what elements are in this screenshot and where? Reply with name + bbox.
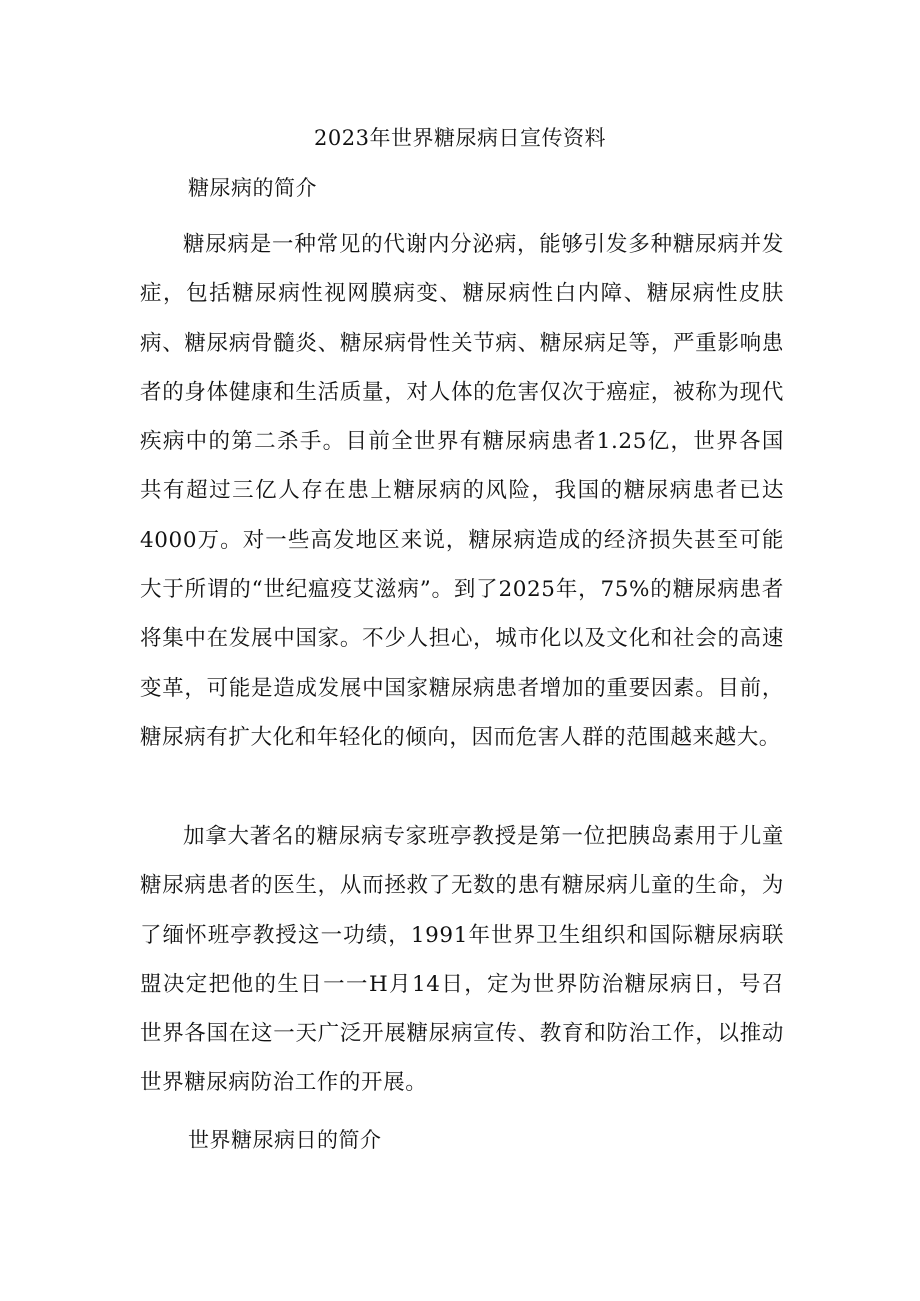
section-heading-diabetes-intro: 糖尿病的简介 (188, 176, 317, 200)
page-title: 2023年世界糖尿病日宣传资料 (314, 126, 606, 150)
paragraph-diabetes-intro: 糖尿病是一种常见的代谢内分泌病，能够引发多种糖尿病并发症，包括糖尿病性视网膜病变、糖尿病性白内障、糖尿病性皮肤病、糖尿病骨髓炎、糖尿病骨性关节病、糖尿病足等，严重影响患者的身体健康和生活质量，对人体的危害仅次于癌症，被称为现代疾病中的第二杀手。目前全世界有糖尿病患者1.25亿，世界各国共有超过三亿人存在患上糖尿病的风险，我国的糖尿病患者已达4000万。对一些高发地区来说，糖尿病造成的经济损失甚至可能大于所谓的“世纪瘟疫艾滋病”。到了2025年，75%的糖尿病患者将集中在发展中国家。不少人担心，城市化以及文化和社会的高速变革，可能是造成发展中国家糖尿病患者增加的重要因素。目前，糖尿病有扩大化和年轻化的倾向，因而危害人群的范围越来越大。 (140, 232, 784, 750)
paragraph-banting-history: 加拿大著名的糖尿病专家班亭教授是第一位把胰岛素用于儿童糖尿病患者的医生，从而拯救了无数的患有糖尿病儿童的生命，为了缅怀班亭教授这一功绩，1991年世界卫生组织和国际糖尿病联盟决定把他的生日一一H月14日，定为世界防治糖尿病日，号召世界各国在这一天广泛开展糖尿病宣传、教育和防治工作，以推动世界糖尿病防治工作的开展。 (140, 824, 784, 1096)
section-heading-world-diabetes-day: 世界糖尿病日的简介 (188, 1128, 382, 1152)
